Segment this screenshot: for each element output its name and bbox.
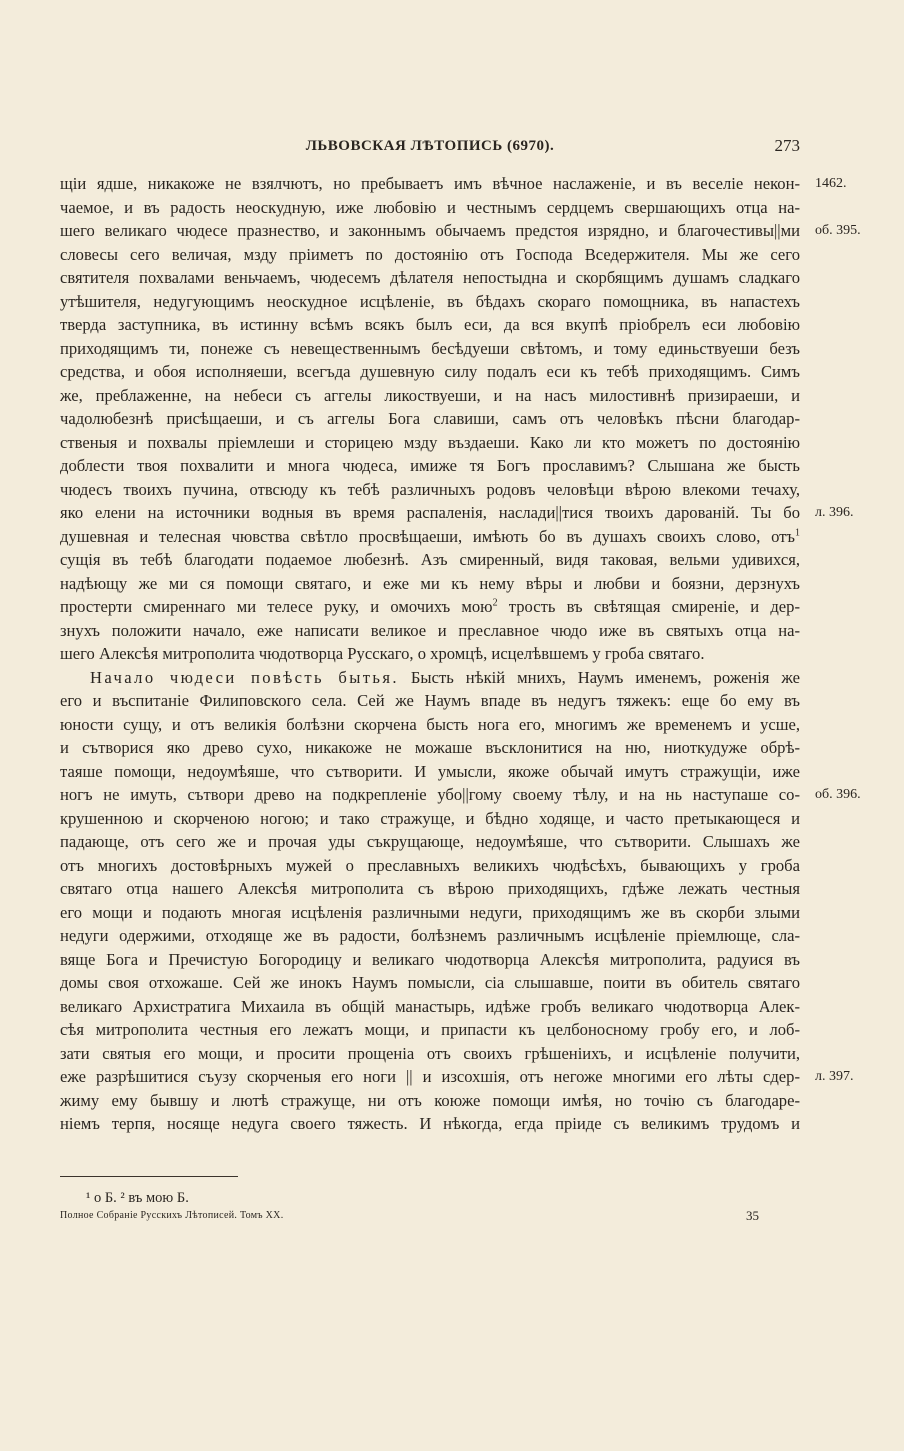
text-line [60, 713, 800, 737]
text-line [60, 1018, 800, 1042]
line-text: чадолюбезнѣ присѣщаеши, и съ аггелы Бога славиши, самъ отъ человѣкъ пѣсни благодар- [60, 409, 800, 428]
text-line [60, 454, 800, 478]
line-text: недуги одержими, отходяще же въ радости, болѣзнемъ различнымъ исцѣленіе пріемлюще, сла- [60, 926, 800, 945]
line-text: надѣющу же ми ся помощи святаго, и еже ми къ нему вѣры и любви и боязни, дерзнухъ [60, 573, 800, 593]
text-line [60, 971, 800, 995]
text-line [60, 407, 800, 431]
text-line [60, 172, 847, 196]
line-text: шего великаго чюдесе празнество, и законнымъ обычаемъ предстоя изрядно, и благочестивы||ми [60, 221, 800, 240]
line-text: же, преблаженне, на небеси съ аггелы ликоствуеши, и на насъ милостивнѣ призираеши, и [60, 385, 800, 405]
text-line [60, 854, 800, 878]
line-text: яко елени на источники водныя въ время распаленія, наслади||тися твоихъ дарованій. Ты бо [60, 503, 800, 522]
text-line [60, 1112, 800, 1136]
footnote-ref: 2 [492, 597, 498, 609]
line-text: приходящимъ ти, понеже съ невещественнымъ бесѣдуеши свѣтомъ, и тому единьствуеши безъ [60, 338, 800, 358]
line-text: словесы сего величая, мзду пріиметъ по достоянію отъ Господа Вседержителя. Мы же сего [60, 244, 800, 264]
edition-title: Полное Собраніе Русскихъ Лѣтописей. Томъ XX. [60, 1210, 284, 1221]
text-line [60, 807, 800, 831]
text-line [60, 689, 800, 713]
line-text: сущія въ тебѣ благодати подаемое любезнѣ. Азъ смиренный, видя таковая, вельми удивихся, [60, 550, 800, 569]
footnotes: ¹ о Б. ² въ мою Б. [86, 1190, 189, 1206]
text-line [60, 619, 800, 643]
margin-note: л. 397. [815, 1069, 854, 1084]
running-title: ЛЬВОВСКАЯ ЛѢТОПИСЬ (6970). [305, 138, 555, 154]
text-line [60, 595, 800, 619]
text-line [60, 501, 854, 525]
text-line [60, 219, 861, 243]
text-line [60, 572, 800, 596]
line-text: средства, и обоя исполняеши, всегъда душевную силу подалъ еси къ тебѣ приходящимъ. Симъ [60, 362, 800, 381]
text-line [60, 1089, 800, 1113]
line-text: Бысть нѣкій мнихъ, Наумъ именемъ, роженія же [398, 667, 800, 687]
line-text: доблести твоя похвалити и многа чюдеса, имиже тя Богъ прославимъ? Слышана же бысть [60, 456, 800, 475]
text-line [60, 431, 800, 455]
margin-note: об. 396. [815, 787, 861, 802]
line-text: юности сущу, и отъ великія болѣзни скорчена бысть нога его, многимъ же временемъ и усше, [60, 714, 800, 734]
line-text: вяще Бога и Пречистую Богородицу и великаго чюдотворца Алексѣя митрополита, радуися въ [60, 949, 800, 969]
footnote-ref: 1 [795, 526, 800, 538]
line-text: знухъ положити начало, еже написати великое и преславное чюдо иже въ святыхъ отца на- [60, 620, 800, 640]
line-text: падающе, отъ сего же и прочая уды съкрущающе, недоумѣяше, что сътворити. Слышахъ же [60, 832, 800, 851]
margin-note: об. 395. [815, 223, 861, 238]
line-text: таяше помощи, недоумѣяше, что сътворити. И умысли, якоже обычай имутъ стражущіи, иже [60, 761, 800, 781]
text-line [60, 924, 800, 948]
text-line [60, 901, 800, 925]
text-line [60, 642, 800, 666]
text-line [60, 196, 800, 220]
text-line [60, 384, 800, 408]
text-line [60, 360, 800, 384]
line-text: чаемое, и въ радость неоскудную, иже любовію и честнымъ сердцемъ свершающихъ отца на- [60, 197, 800, 217]
text-line [60, 478, 800, 502]
text-line [60, 666, 800, 690]
line-text: ногъ не имуть, сътвори древо на подкрепленіе убо||гому своему тѣлу, и на нь наступаше со- [60, 785, 800, 804]
line-text: ніемъ терпя, носяще недуга своего тяжесть. И нѣкогда, егда пріиде съ великимъ трудомъ и [60, 1114, 800, 1133]
text-line [60, 548, 800, 572]
line-text: святителя похвалами веньчаемъ, чюдесемъ дѣлателя непостыдна и скорбящимъ душамъ сладкаго [60, 268, 800, 287]
page-footer [60, 1210, 800, 1230]
text-line [60, 243, 800, 267]
text-line [60, 877, 800, 901]
line-text: ственыя и похвалы пріемлеши и сторицею мзду въздаеши. Како ли кто можетъ по достоянію [60, 432, 800, 452]
text-line [60, 1042, 800, 1066]
text-line [60, 736, 800, 760]
text-line [60, 1065, 854, 1089]
text-line [60, 313, 800, 337]
text-line [60, 783, 861, 807]
line-text: тверда заступника, въ истинну всѣмъ всякъ былъ еси, да вся вкупѣ пріобрелъ еси любовію [60, 315, 800, 334]
signature-number: 35 [746, 1208, 759, 1223]
line-text: святаго отца нашего Алексѣя митрополита съ вѣрою приходящихъ, гдѣже лежать честныя [60, 879, 800, 898]
line-text: крушенною и скорченою ногою; и тако стражуще, и бѣдно ходяще, и часто претыкающеся и [60, 808, 800, 828]
text-line [60, 830, 800, 854]
line-text: простерти смиреннаго ми телесе руку, и омочихъ мою [60, 597, 493, 616]
text-line [60, 760, 800, 784]
text-line [60, 995, 800, 1019]
text-line [60, 290, 800, 314]
line-text: утѣшителя, недугующимъ неоскудное исцѣленіе, въ бѣдахъ скораго помощника, въ напастехъ [60, 291, 800, 311]
line-text: его мощи и подають многая исцѣленія различными недуги, приходящимъ же въ скорби злыми [60, 902, 800, 922]
line-text-continued: трость въ свѣтящая смиреніе, и дер- [497, 597, 800, 616]
text-line [60, 948, 800, 972]
margin-note: 1462. [815, 176, 847, 191]
footnote-rule [60, 1176, 238, 1177]
text-line [60, 337, 800, 361]
text-line [60, 525, 800, 549]
line-text: чюдесъ твоихъ пучина, отвсюду къ тебѣ различныхъ родовъ человѣци вѣрою влекоми течаху, [60, 479, 800, 499]
page-header [60, 136, 800, 160]
line-text: жиму ему бывшу и лютѣ стражуще, ни отъ коюже помощи имѣя, но точію съ благодаре- [60, 1090, 800, 1110]
line-text: и сътворися яко древо сухо, никакоже не можаше въсклонитися на ню, ниоткудуже обрѣ- [60, 738, 800, 757]
line-text: душевная и телесная чювства свѣтло просвѣщаеши, имѣють бо въ душахъ своихъ слово, отъ [60, 526, 795, 546]
line-text: его и въспитаніе Филиповского села. Сей же Наумъ впаде въ недугъ тяжекъ: еще бо ему въ [60, 691, 800, 710]
line-text: еже разрѣшитися съузу скорченыя его ноги || и изсохшія, отъ негоже многими его лѣты сдер- [60, 1067, 800, 1086]
margin-note: л. 396. [815, 505, 854, 520]
page-number: 273 [774, 136, 800, 155]
section-heading: Начало чюдеси повѣсть бытья. [90, 667, 399, 687]
line-text: великаго Архистратига Михаила въ общій манастырь, идѣже гробъ великаго чюдотворца Алек- [60, 996, 800, 1016]
line-text: шего Алексѣя митрополита чюдотворца Русскаго, о хромцѣ, исцелѣвшемъ у гроба святаго. [60, 644, 705, 663]
line-text: сѣя митрополита честныя его лежатъ мощи, и припасти къ целбоносному гробу его, и лоб- [60, 1020, 800, 1039]
main-text [60, 172, 861, 1136]
line-text: щіи ядше, никакоже не взялчютъ, но пребываетъ имъ вѣчное наслаженіе, и въ веселіе некон- [60, 174, 800, 193]
line-text: зати святыя его мощи, и просити прощеніа отъ своихъ грѣшеніихъ, и исцѣленіе получити, [60, 1043, 800, 1063]
text-line [60, 266, 800, 290]
line-text: отъ многихъ достовѣрныхъ мужей о преславныхъ великихъ чюдѣсѣхъ, бывающихъ у гроба [60, 855, 800, 875]
line-text: домы своя отхожаше. Сей же инокъ Наумъ помысли, сіа слышавше, поити въ обитель святаго [60, 973, 800, 992]
